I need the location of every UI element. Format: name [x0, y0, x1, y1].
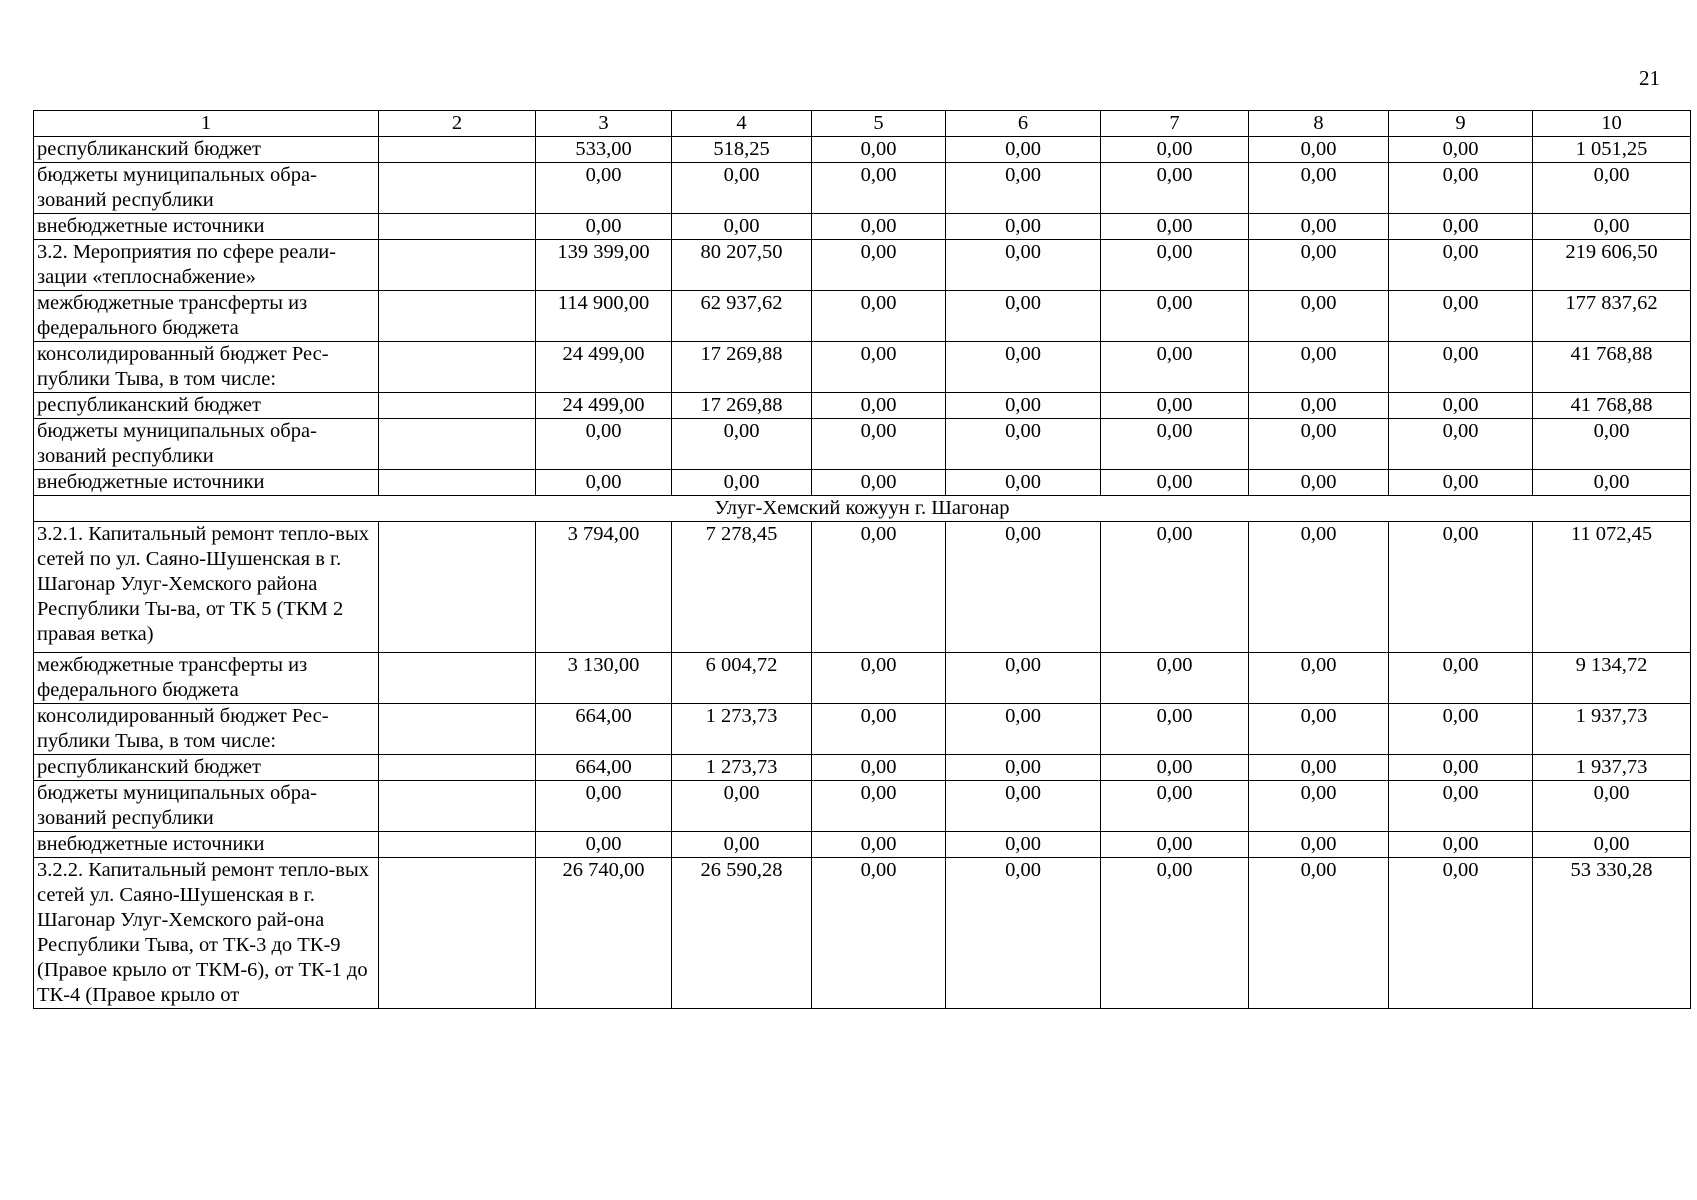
cell-value: 0,00 [1249, 240, 1389, 291]
cell-col2 [379, 240, 536, 291]
cell-value: 0,00 [1533, 470, 1691, 496]
cell-value: 1 273,73 [672, 704, 812, 755]
cell-value: 177 837,62 [1533, 291, 1691, 342]
cell-value: 1 937,73 [1533, 704, 1691, 755]
cell-value: 0,00 [1389, 858, 1533, 1009]
cell-value: 0,00 [1101, 291, 1249, 342]
cell-value: 0,00 [1101, 858, 1249, 1009]
cell-value: 0,00 [946, 163, 1101, 214]
row-label: республиканский бюджет [34, 393, 379, 419]
cell-value: 0,00 [1101, 832, 1249, 858]
cell-value: 0,00 [812, 163, 946, 214]
cell-value: 0,00 [1249, 781, 1389, 832]
cell-value: 11 072,45 [1533, 522, 1691, 653]
cell-value: 0,00 [1249, 419, 1389, 470]
cell-value: 0,00 [1101, 755, 1249, 781]
table-row [34, 240, 1691, 291]
cell-col2 [379, 137, 536, 163]
row-label: внебюджетные источники [34, 470, 379, 496]
cell-value: 0,00 [946, 137, 1101, 163]
cell-value: 0,00 [536, 419, 672, 470]
table-row [34, 470, 1691, 496]
cell-value: 0,00 [1533, 214, 1691, 240]
cell-value: 533,00 [536, 137, 672, 163]
cell-value: 0,00 [536, 470, 672, 496]
cell-value: 0,00 [1533, 163, 1691, 214]
cell-value: 0,00 [672, 470, 812, 496]
cell-value: 0,00 [536, 832, 672, 858]
cell-col2 [379, 470, 536, 496]
cell-value: 17 269,88 [672, 393, 812, 419]
section-title: Улуг-Хемский кожуун г. Шагонар [34, 496, 1691, 522]
cell-value: 0,00 [1389, 522, 1533, 653]
cell-value: 0,00 [1101, 781, 1249, 832]
cell-value: 1 273,73 [672, 755, 812, 781]
row-label: 3.2. Мероприятия по сфере реали-зации «теплоснабжение» [34, 240, 379, 291]
cell-value: 0,00 [1389, 163, 1533, 214]
cell-value: 0,00 [1249, 342, 1389, 393]
row-label: республиканский бюджет [34, 137, 379, 163]
cell-value: 80 207,50 [672, 240, 812, 291]
row-label: консолидированный бюджет Рес-публики Тыва, в том числе: [34, 342, 379, 393]
table-row [34, 522, 1691, 653]
cell-value: 0,00 [812, 470, 946, 496]
cell-value: 0,00 [1389, 342, 1533, 393]
cell-value: 0,00 [1249, 470, 1389, 496]
cell-value: 139 399,00 [536, 240, 672, 291]
cell-value: 26 740,00 [536, 858, 672, 1009]
cell-value: 0,00 [946, 832, 1101, 858]
cell-value: 0,00 [1389, 653, 1533, 704]
cell-value: 0,00 [1249, 755, 1389, 781]
cell-value: 0,00 [1101, 342, 1249, 393]
cell-value: 0,00 [1101, 214, 1249, 240]
cell-col2 [379, 704, 536, 755]
cell-value: 3 130,00 [536, 653, 672, 704]
cell-value: 0,00 [812, 137, 946, 163]
cell-value: 0,00 [1249, 291, 1389, 342]
cell-value: 0,00 [1389, 240, 1533, 291]
cell-value: 6 004,72 [672, 653, 812, 704]
cell-value: 53 330,28 [1533, 858, 1691, 1009]
row-label: внебюджетные источники [34, 214, 379, 240]
cell-value: 1 051,25 [1533, 137, 1691, 163]
cell-col2 [379, 781, 536, 832]
row-label: бюджеты муниципальных обра-зований республики [34, 781, 379, 832]
column-header: 1 [34, 111, 379, 137]
cell-value: 0,00 [1249, 163, 1389, 214]
cell-value: 0,00 [946, 858, 1101, 1009]
cell-value: 0,00 [672, 832, 812, 858]
cell-col2 [379, 522, 536, 653]
cell-value: 0,00 [812, 755, 946, 781]
cell-value: 0,00 [1101, 240, 1249, 291]
cell-value: 518,25 [672, 137, 812, 163]
cell-value: 0,00 [1101, 419, 1249, 470]
row-label: 3.2.1. Капитальный ремонт тепло-вых сетей по ул. Саяно-Шушенская в г. Шагонар Улуг-Хемского района Республики Ты-ва, от ТК 5 (ТКМ 2 правая ветка) [34, 522, 379, 653]
column-header: 9 [1389, 111, 1533, 137]
table-body-block-1 [34, 137, 1691, 496]
cell-col2 [379, 832, 536, 858]
column-header: 8 [1249, 111, 1389, 137]
cell-value: 62 937,62 [672, 291, 812, 342]
table-row [34, 858, 1691, 1009]
row-label: консолидированный бюджет Рес-публики Тыва, в том числе: [34, 704, 379, 755]
cell-col2 [379, 342, 536, 393]
row-label: межбюджетные трансферты из федерального бюджета [34, 291, 379, 342]
cell-value: 41 768,88 [1533, 342, 1691, 393]
cell-value: 0,00 [812, 240, 946, 291]
table-row [34, 419, 1691, 470]
cell-value: 0,00 [812, 781, 946, 832]
cell-value: 0,00 [1533, 832, 1691, 858]
cell-value: 0,00 [1533, 419, 1691, 470]
column-header: 2 [379, 111, 536, 137]
column-header: 3 [536, 111, 672, 137]
cell-value: 0,00 [1389, 832, 1533, 858]
cell-value: 0,00 [946, 755, 1101, 781]
cell-value: 664,00 [536, 704, 672, 755]
cell-value: 0,00 [946, 653, 1101, 704]
section-block [34, 496, 1691, 522]
table-row [34, 291, 1691, 342]
column-header: 7 [1101, 111, 1249, 137]
cell-value: 0,00 [946, 704, 1101, 755]
cell-col2 [379, 163, 536, 214]
cell-value: 0,00 [1389, 393, 1533, 419]
cell-value: 17 269,88 [672, 342, 812, 393]
cell-value: 3 794,00 [536, 522, 672, 653]
cell-value: 0,00 [812, 342, 946, 393]
cell-value: 0,00 [1389, 419, 1533, 470]
table-row [34, 832, 1691, 858]
table-row [34, 214, 1691, 240]
cell-value: 219 606,50 [1533, 240, 1691, 291]
cell-value: 0,00 [946, 419, 1101, 470]
table-row [34, 163, 1691, 214]
cell-value: 0,00 [672, 163, 812, 214]
cell-value: 0,00 [946, 393, 1101, 419]
cell-value: 0,00 [812, 393, 946, 419]
table-row [34, 653, 1691, 704]
cell-value: 0,00 [1389, 137, 1533, 163]
cell-col2 [379, 393, 536, 419]
cell-value: 0,00 [1533, 781, 1691, 832]
cell-value: 0,00 [812, 419, 946, 470]
table-row [34, 704, 1691, 755]
cell-value: 0,00 [812, 653, 946, 704]
cell-value: 0,00 [812, 522, 946, 653]
cell-value: 664,00 [536, 755, 672, 781]
cell-value: 24 499,00 [536, 393, 672, 419]
table-row [34, 781, 1691, 832]
cell-value: 0,00 [812, 858, 946, 1009]
table-row [34, 755, 1691, 781]
cell-value: 9 134,72 [1533, 653, 1691, 704]
column-header: 4 [672, 111, 812, 137]
row-label: межбюджетные трансферты из федерального бюджета [34, 653, 379, 704]
cell-value: 0,00 [1101, 470, 1249, 496]
row-label: бюджеты муниципальных обра-зований республики [34, 419, 379, 470]
cell-col2 [379, 755, 536, 781]
cell-value: 0,00 [1249, 704, 1389, 755]
cell-value: 0,00 [946, 240, 1101, 291]
cell-value: 0,00 [1101, 653, 1249, 704]
cell-value: 0,00 [1249, 522, 1389, 653]
cell-col2 [379, 858, 536, 1009]
cell-value: 0,00 [812, 704, 946, 755]
cell-value: 0,00 [1101, 163, 1249, 214]
cell-value: 0,00 [946, 291, 1101, 342]
cell-value: 114 900,00 [536, 291, 672, 342]
cell-value: 0,00 [536, 163, 672, 214]
row-label: республиканский бюджет [34, 755, 379, 781]
table-row [34, 393, 1691, 419]
cell-value: 0,00 [1389, 781, 1533, 832]
cell-value: 1 937,73 [1533, 755, 1691, 781]
cell-value: 0,00 [1249, 653, 1389, 704]
cell-value: 0,00 [1249, 858, 1389, 1009]
cell-value: 0,00 [946, 781, 1101, 832]
cell-value: 0,00 [672, 214, 812, 240]
cell-value: 0,00 [1249, 832, 1389, 858]
budget-table [33, 110, 1691, 1009]
cell-value: 0,00 [1249, 393, 1389, 419]
row-label: внебюджетные источники [34, 832, 379, 858]
cell-value: 0,00 [812, 832, 946, 858]
cell-value: 7 278,45 [672, 522, 812, 653]
page-number: 21 [1639, 66, 1660, 90]
cell-value: 0,00 [1389, 704, 1533, 755]
cell-col2 [379, 653, 536, 704]
cell-value: 41 768,88 [1533, 393, 1691, 419]
cell-value: 0,00 [946, 342, 1101, 393]
cell-value: 0,00 [672, 781, 812, 832]
cell-value: 0,00 [1389, 291, 1533, 342]
cell-value: 0,00 [812, 214, 946, 240]
cell-value: 0,00 [1101, 393, 1249, 419]
section-row [34, 496, 1691, 522]
cell-value: 0,00 [1389, 470, 1533, 496]
cell-value: 26 590,28 [672, 858, 812, 1009]
table-body-block-2 [34, 522, 1691, 1009]
cell-value: 24 499,00 [536, 342, 672, 393]
column-header: 10 [1533, 111, 1691, 137]
row-label: бюджеты муниципальных обра-зований республики [34, 163, 379, 214]
cell-value: 0,00 [1101, 522, 1249, 653]
cell-value: 0,00 [1101, 137, 1249, 163]
cell-value: 0,00 [536, 214, 672, 240]
cell-value: 0,00 [1249, 137, 1389, 163]
cell-value: 0,00 [672, 419, 812, 470]
header-row [34, 111, 1691, 137]
cell-col2 [379, 214, 536, 240]
cell-value: 0,00 [1389, 214, 1533, 240]
table-row [34, 342, 1691, 393]
cell-col2 [379, 419, 536, 470]
cell-col2 [379, 291, 536, 342]
cell-value: 0,00 [946, 470, 1101, 496]
cell-value: 0,00 [946, 522, 1101, 653]
cell-value: 0,00 [1249, 214, 1389, 240]
cell-value: 0,00 [812, 291, 946, 342]
table-row [34, 137, 1691, 163]
cell-value: 0,00 [946, 214, 1101, 240]
cell-value: 0,00 [1389, 755, 1533, 781]
column-header: 6 [946, 111, 1101, 137]
column-header: 5 [812, 111, 946, 137]
row-label: 3.2.2. Капитальный ремонт тепло-вых сетей ул. Саяно-Шушенская в г. Шагонар Улуг-Хемского рай-она Республики Тыва, от ТК-3 до ТК-9 (Правое крыло от ТКМ-6), от ТК-1 до ТК-4 (Правое крыло от [34, 858, 379, 1009]
cell-value: 0,00 [536, 781, 672, 832]
cell-value: 0,00 [1101, 704, 1249, 755]
